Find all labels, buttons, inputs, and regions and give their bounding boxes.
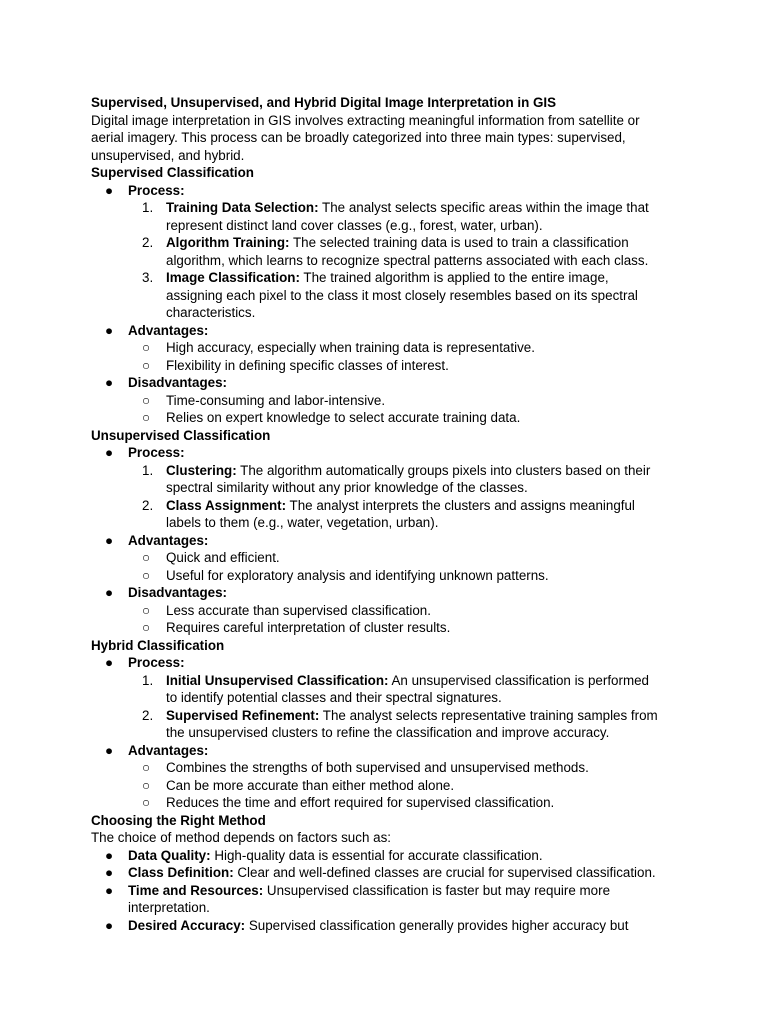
factor-continuation: interpretation. — [128, 900, 210, 915]
bullet-glyph: ● — [105, 847, 114, 863]
sub-bullet-item — [91, 392, 691, 410]
step-number: 2. — [142, 707, 154, 723]
choosing-intro: The choice of method depends on factors such as: — [91, 830, 391, 845]
sub-bullet-item — [91, 339, 691, 357]
sub-bullet-text: Quick and efficient. — [166, 550, 280, 565]
sub-bullet-text: Combines the strengths of both supervised and unsupervised methods. — [166, 760, 589, 775]
bullet-label: Process: — [128, 182, 185, 198]
factor-title: Desired Accuracy: — [128, 917, 246, 933]
step-number: 1. — [142, 672, 154, 688]
sub-bullet-text: Reduces the time and effort required for supervised classification. — [166, 795, 555, 810]
sub-bullet-item — [91, 602, 691, 620]
step-number: 2. — [142, 497, 154, 513]
bullet-glyph: ● — [105, 882, 114, 898]
document-body — [91, 94, 691, 934]
bullet-item — [91, 444, 691, 462]
step-continuation: assigning each pixel to the class it most closely resembles based on its spectral — [166, 287, 638, 303]
bullet-glyph: ● — [105, 742, 114, 758]
sub-bullet-text: High accuracy, especially when training data is representative. — [166, 340, 535, 355]
bullet-label: Process: — [128, 655, 185, 670]
circle-bullet-glyph: ○ — [142, 760, 151, 775]
intro-line: unsupervised, and hybrid. — [91, 147, 245, 163]
step-continuation: the unsupervised clusters to refine the classification and improve accuracy. — [166, 725, 610, 740]
factor-item — [91, 864, 691, 882]
circle-bullet-glyph: ○ — [142, 567, 151, 583]
sub-bullet-text: Flexibility in defining specific classes of interest. — [166, 357, 449, 373]
bullet-item — [91, 584, 691, 602]
step-text: The selected training data is used to train a classification — [289, 235, 629, 250]
bullet-label: Process: — [128, 445, 185, 460]
sub-bullet-item — [91, 409, 691, 427]
step-continuation: spectral similarity without any prior knowledge of the classes. — [166, 480, 528, 495]
bullet-item — [91, 742, 691, 760]
factor-text: Supervised classification generally provides higher accuracy but — [245, 917, 629, 933]
section-heading: Unsupervised Classification — [91, 427, 271, 443]
sub-bullet-text: Less accurate than supervised classification. — [166, 602, 431, 618]
numbered-step — [91, 199, 691, 217]
sub-bullet-item — [91, 759, 691, 777]
step-title: Class Assignment: — [166, 497, 287, 513]
circle-bullet-glyph: ○ — [142, 602, 151, 618]
intro-line: aerial imagery. This process can be broadly categorized into three main types: supervised, — [91, 130, 626, 145]
factor-text: Unsupervised classification is faster but may require more — [263, 882, 611, 898]
document-title: Supervised, Unsupervised, and Hybrid Digital Image Interpretation in GIS — [91, 95, 557, 110]
bullet-glyph: ● — [105, 865, 114, 880]
factor-item — [91, 882, 691, 900]
sub-bullet-text: Requires careful interpretation of cluster results. — [166, 620, 451, 635]
sub-bullet-item — [91, 567, 691, 585]
bullet-item — [91, 532, 691, 550]
numbered-step — [91, 462, 691, 480]
bullet-item — [91, 654, 691, 672]
step-number: 2. — [142, 235, 154, 250]
factor-title: Class Definition: — [128, 865, 234, 880]
step-continuation: to identify potential classes and their spectral signatures. — [166, 690, 502, 705]
sub-bullet-item — [91, 794, 691, 812]
step-continuation: represent distinct land cover classes (e.g., forest, water, urban). — [166, 217, 543, 233]
numbered-step — [91, 707, 691, 725]
step-number: 1. — [142, 200, 154, 215]
step-text: The algorithm automatically groups pixels into clusters based on their — [236, 462, 651, 478]
step-text: The analyst interprets the clusters and assigns meaningful — [286, 497, 635, 513]
bullet-label: Advantages: — [128, 322, 209, 338]
circle-bullet-glyph: ○ — [142, 550, 151, 565]
section-heading: Hybrid Classification — [91, 637, 225, 653]
step-title: Image Classification: — [166, 270, 300, 285]
bullet-glyph: ● — [105, 375, 114, 390]
circle-bullet-glyph: ○ — [142, 392, 151, 408]
circle-bullet-glyph: ○ — [142, 340, 151, 355]
sub-bullet-text: Useful for exploratory analysis and identifying unknown patterns. — [166, 567, 549, 583]
bullet-glyph: ● — [105, 917, 114, 933]
step-number: 1. — [142, 462, 154, 478]
sub-bullet-text: Can be more accurate than either method alone. — [166, 777, 455, 793]
bullet-glyph: ● — [105, 532, 114, 548]
step-title: Supervised Refinement: — [166, 707, 320, 723]
step-title: Clustering: — [166, 462, 237, 478]
intro-line: Digital image interpretation in GIS involves extracting meaningful information from satellite or — [91, 112, 640, 128]
circle-bullet-glyph: ○ — [142, 357, 151, 373]
bullet-item — [91, 322, 691, 340]
bullet-glyph: ● — [105, 655, 114, 670]
sub-bullet-item — [91, 549, 691, 567]
step-number: 3. — [142, 270, 154, 285]
bullet-label: Advantages: — [128, 742, 209, 758]
factor-title: Data Quality: — [128, 847, 211, 863]
step-continuation: labels to them (e.g., water, vegetation, urban). — [166, 515, 439, 530]
numbered-step — [91, 269, 691, 287]
bullet-glyph: ● — [105, 585, 114, 600]
bullet-item — [91, 182, 691, 200]
factor-text: High-quality data is essential for accurate classification. — [210, 847, 543, 863]
factor-item — [91, 847, 691, 865]
bullet-item — [91, 374, 691, 392]
section-heading: Choosing the Right Method — [91, 812, 266, 828]
step-text: An unsupervised classification is performed — [388, 672, 650, 688]
circle-bullet-glyph: ○ — [142, 620, 151, 635]
step-title: Training Data Selection: — [166, 200, 319, 215]
numbered-step — [91, 672, 691, 690]
step-text: The analyst selects specific areas within the image that — [318, 200, 649, 215]
sub-bullet-item — [91, 777, 691, 795]
sub-bullet-text: Time-consuming and labor-intensive. — [166, 392, 386, 408]
numbered-step — [91, 234, 691, 252]
bullet-glyph: ● — [105, 445, 114, 460]
step-continuation: algorithm, which learns to recognize spectral patterns associated with each class. — [166, 252, 649, 268]
bullet-label: Advantages: — [128, 532, 209, 548]
bullet-label: Disadvantages: — [128, 585, 227, 600]
step-text: The analyst selects representative training samples from — [319, 707, 658, 723]
factor-text: Clear and well-defined classes are crucial for supervised classification. — [233, 865, 656, 880]
factor-title: Time and Resources: — [128, 882, 264, 898]
step-continuation: characteristics. — [166, 305, 256, 320]
sub-bullet-item — [91, 357, 691, 375]
bullet-label: Disadvantages: — [128, 375, 227, 390]
circle-bullet-glyph: ○ — [142, 795, 151, 810]
factor-item — [91, 917, 691, 935]
step-title: Algorithm Training: — [166, 235, 290, 250]
circle-bullet-glyph: ○ — [142, 777, 151, 793]
circle-bullet-glyph: ○ — [142, 410, 151, 425]
step-text: The trained algorithm is applied to the entire image, — [299, 270, 609, 285]
numbered-step — [91, 497, 691, 515]
bullet-glyph: ● — [105, 182, 114, 198]
bullet-glyph: ● — [105, 322, 114, 338]
section-heading: Supervised Classification — [91, 165, 254, 180]
step-title: Initial Unsupervised Classification: — [166, 672, 389, 688]
sub-bullet-text: Relies on expert knowledge to select accurate training data. — [166, 410, 521, 425]
sub-bullet-item — [91, 619, 691, 637]
